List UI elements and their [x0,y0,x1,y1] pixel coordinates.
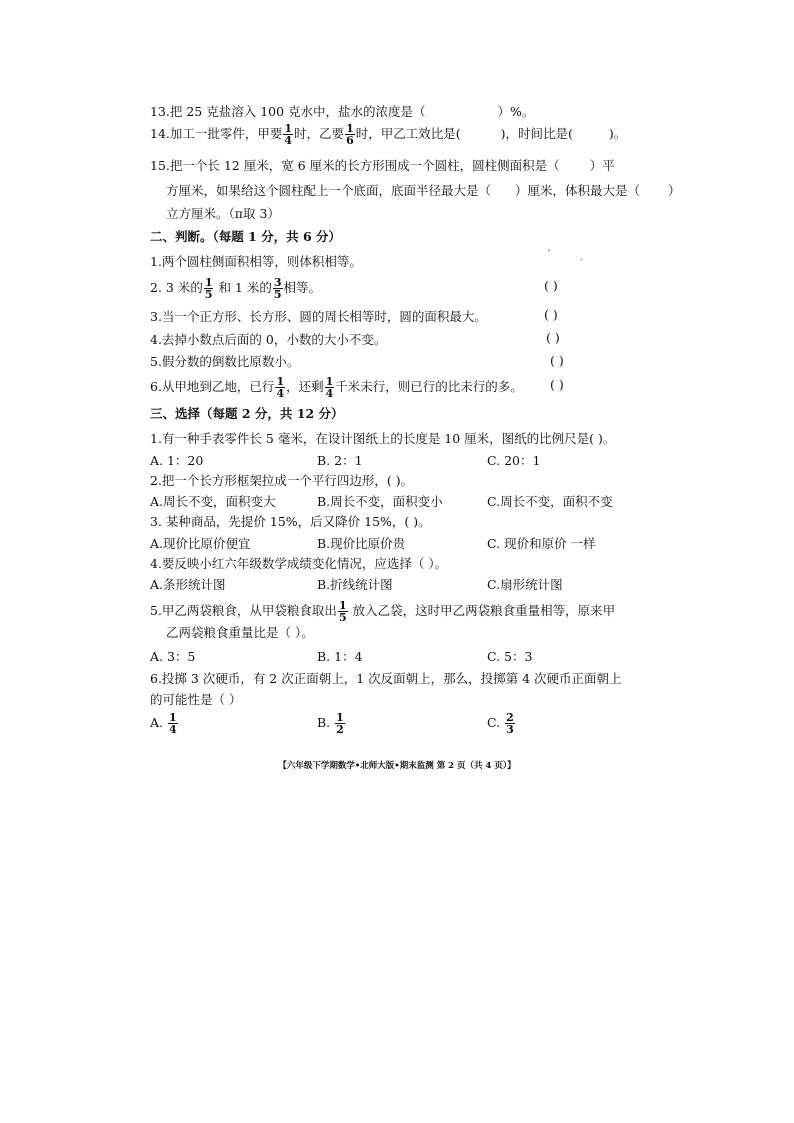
page-footer: 【六年级下学期数学•北师大版•期末监测 第 2 页（共 4 页）】 [278,761,516,771]
judge-4-answer-parens[interactable]: ( ) [546,330,560,345]
question-15-line-2: 方厘米，如果给这个圆柱配上一个底面，底面半径最大是（ ）厘米，体积最大是（ ） [166,183,681,198]
choice-6-stem-line-1: 6.投掷 3 次硬币，有 2 次正面朝上，1 次反面朝上，那么，投掷第 4 次硬币正面朝上 [150,671,622,686]
choice-4-option-b[interactable]: B.折线统计图 [317,577,393,592]
choice-1-option-c[interactable]: C. 20：1 [487,453,541,468]
fraction: $\frac{1}{6}$ [346,122,354,147]
choice-2-option-b[interactable]: B.周长不变，面积变小 [317,494,443,509]
choice-3-stem: 3. 某种商品，先提价 15%，后又降价 15%，( )。 [150,514,431,529]
choice-5-option-c[interactable]: C. 5：3 [487,649,533,664]
fraction: $\frac{1}{4}$ [276,375,285,400]
choice-4-stem: 4.要反映小红六年级数学成绩变化情况，应选择（ ）。 [150,556,448,571]
fraction: $\frac{1}{4}$ [169,711,177,736]
pencil-mark: ˏ [580,250,584,261]
fraction: $\frac{1}{4}$ [325,375,334,400]
fraction: $\frac{2}{3}$ [506,711,514,736]
judge-1: 1.两个圆柱侧面积相等，则体积相等。 [150,254,362,269]
judge-5: 5.假分数的倒数比原数小。 [150,354,300,369]
choice-5-option-a[interactable]: A. 3：5 [150,649,196,664]
question-14: 14.加工一批零件，甲要 $\frac{1}{4}$ 时，乙要 $\frac{1}{6}$ 时，甲乙工效比是( )，时间比是( )。 [150,122,627,147]
judge-3: 3.当一个正方形、长方形、圆的周长相等时，圆的面积最大。 [150,309,487,324]
choice-2-stem: 2.把一个长方形框架拉成一个平行四边形，( )。 [150,473,414,488]
fraction: $\frac{3}{5}$ [273,276,282,301]
judge-5-answer-parens[interactable]: ( ) [550,353,564,368]
judge-4: 4.去掉小数点后面的 0，小数的大小不变。 [150,332,387,347]
choice-1-stem: 1.有一种手表零件长 5 毫米，在设计图纸上的长度是 10 厘米，图纸的比例尺是( )。 [150,431,616,446]
choice-3-option-c[interactable]: C. 现价和原价 一样 [487,536,596,551]
choice-4-option-c[interactable]: C.扇形统计图 [487,577,563,592]
pencil-mark: ˊ [546,250,551,261]
choice-5-option-b[interactable]: B. 1：4 [317,649,363,664]
choice-2-option-a[interactable]: A.周长不变，面积变大 [150,494,276,509]
fraction: $\frac{1}{5}$ [204,276,213,301]
question-13: 13.把 25 克盐溶入 100 克水中，盐水的浓度是（ ）%。 [150,104,535,119]
section-judge-heading: 二、判断。（每题 1 分，共 6 分） [150,229,342,244]
judge-2-answer-parens[interactable]: ( ) [544,278,558,293]
fraction: $\frac{1}{4}$ [284,122,293,147]
choice-6-option-b[interactable]: B. $\frac{1}{2}$ [317,711,344,736]
fraction: $\frac{1}{2}$ [336,711,344,736]
choice-3-option-b[interactable]: B.现价比原价贵 [317,536,406,551]
choice-2-option-c[interactable]: C.周长不变，面积不变 [487,494,613,509]
choice-6-option-a[interactable]: A. $\frac{1}{4}$ [150,711,177,736]
choice-5-stem-line-1: 5.甲乙两袋粮食，从甲袋粮食取出 $\frac{1}{5}$ 放入乙袋，这时甲乙两袋粮食重量相等，原来甲 [150,599,616,624]
choice-6-stem-line-2: 的可能性是（ ） [150,692,242,707]
choice-1-option-a[interactable]: A. 1：20 [150,453,204,468]
judge-6-answer-parens[interactable]: ( ) [550,377,564,392]
choice-6-option-c[interactable]: C. $\frac{2}{3}$ [487,711,514,736]
choice-4-option-a[interactable]: A.条形统计图 [150,577,226,592]
choice-5-stem-line-2: 乙两袋粮食重量比是（ ）。 [166,625,314,640]
judge-6: 6.从甲地到乙地，已行 $\frac{1}{4}$ ，还剩 $\frac{1}{4}$ 千米未行，则已行的比未行的多。 [150,375,523,400]
choice-3-option-a[interactable]: A.现价比原价便宜 [150,536,251,551]
section-choice-heading: 三、选择（每题 2 分，共 12 分） [150,406,344,421]
judge-3-answer-parens[interactable]: ( ) [544,307,558,322]
choice-1-option-b[interactable]: B. 2：1 [317,453,363,468]
question-15-line-1: 15.把一个长 12 厘米，宽 6 厘米的长方形围成一个圆柱，圆柱侧面积是（ ）平 [150,158,615,173]
fraction: $\frac{1}{5}$ [338,599,347,624]
judge-2: 2. 3 米的 $\frac{1}{5}$ 和 1 米的 $\frac{3}{5}$ 相等。 [150,276,322,301]
question-15-line-3: 立方厘米。（π取 3） [166,206,280,221]
